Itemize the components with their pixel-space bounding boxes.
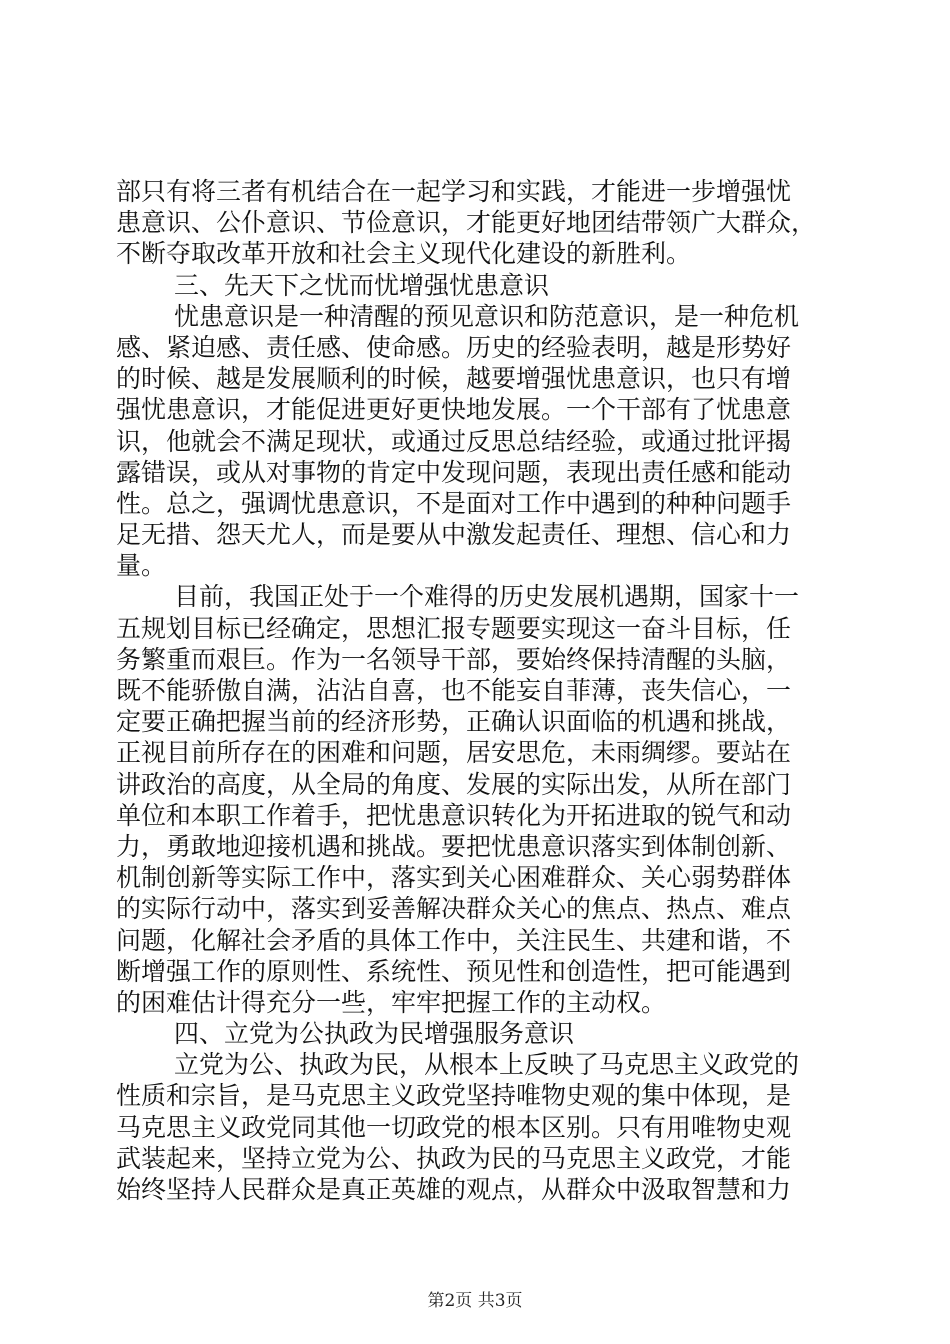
text-line: 定要正确把握当前的经济形势，正确认识面临的机遇和挑战， bbox=[116, 707, 792, 737]
document-body bbox=[116, 176, 832, 1205]
page-footer: 第2页 共3页 bbox=[427, 1291, 523, 1311]
text-line: 四、立党为公执政为民增强服务意识 bbox=[174, 1019, 575, 1049]
text-line: 足无措、怨天尤人，而是要从中激发起责任、理想、信心和力 bbox=[116, 520, 792, 550]
text-line: 量。 bbox=[116, 551, 167, 581]
text-line: 讲政治的高度，从全局的角度、发展的实际出发，从所在部门 bbox=[116, 769, 792, 799]
text-line: 识，他就会不满足现状，或通过反思总结经验，或通过批评揭 bbox=[116, 426, 792, 456]
text-line: 不断夺取改革开放和社会主义现代化建设的新胜利。 bbox=[116, 239, 692, 269]
text-line: 立党为公、执政为民，从根本上反映了马克思主义政党的 bbox=[174, 1050, 800, 1080]
text-line: 的实际行动中，落实到妥善解决群众关心的焦点、热点、难点 bbox=[116, 894, 792, 924]
text-line: 的困难估计得充分一些，牢牢把握工作的主动权。 bbox=[116, 987, 667, 1017]
text-line: 目前，我国正处于一个难得的历史发展机遇期，国家十一 bbox=[174, 582, 800, 612]
text-line: 感、紧迫感、责任感、使命感。历史的经验表明，越是形势好 bbox=[116, 332, 792, 362]
text-line: 问题，化解社会矛盾的具体工作中，关注民生、共建和谐，不 bbox=[116, 925, 792, 955]
text-line: 的时候、越是发展顺利的时候，越要增强忧患意识，也只有增 bbox=[116, 364, 792, 394]
text-line: 始终坚持人民群众是真正英雄的观点，从群众中汲取智慧和力 bbox=[116, 1175, 792, 1204]
text-line: 断增强工作的原则性、系统性、预见性和创造性，把可能遇到 bbox=[116, 956, 792, 986]
text-line: 机制创新等实际工作中，落实到关心困难群众、关心弱势群体 bbox=[116, 863, 792, 893]
text-line: 部只有将三者有机结合在一起学习和实践，才能进一步增强忧 bbox=[116, 177, 792, 206]
text-line: 单位和本职工作着手，把忧患意识转化为开拓进取的锐气和动 bbox=[116, 800, 792, 830]
text-line: 务繁重而艰巨。作为一名领导干部，要始终保持清醒的头脑， bbox=[116, 644, 792, 674]
text-line: 性质和宗旨，是马克思主义政党坚持唯物史观的集中体现，是 bbox=[116, 1081, 792, 1111]
text-line: 马克思主义政党同其他一切政党的根本区别。只有用唯物史观 bbox=[116, 1112, 792, 1142]
text-line: 正视目前所存在的困难和问题，居安思危，未雨绸缪。要站在 bbox=[116, 738, 792, 768]
text-line: 患意识、公仆意识、节俭意识，才能更好地团结带领广大群众， bbox=[116, 208, 817, 238]
text-line: 忧患意识是一种清醒的预见意识和防范意识，是一种危机 bbox=[174, 301, 800, 331]
text-line: 五规划目标已经确定，思想汇报专题要实现这一奋斗目标，任 bbox=[116, 613, 792, 643]
text-line: 既不能骄傲自满，沾沾自喜，也不能妄自菲薄，丧失信心，一 bbox=[116, 676, 792, 705]
text-line: 力，勇敢地迎接机遇和挑战。要把忧患意识落实到体制创新、 bbox=[116, 831, 792, 861]
text-line: 强忧患意识，才能促进更好更快地发展。一个干部有了忧患意 bbox=[116, 395, 792, 425]
text-line: 三、先天下之忧而忧增强忧患意识 bbox=[174, 270, 550, 300]
text-line: 露错误，或从对事物的肯定中发现问题，表现出责任感和能动 bbox=[116, 457, 792, 487]
text-line: 性。总之，强调忧患意识，不是面对工作中遇到的种种问题手 bbox=[116, 488, 792, 518]
text-line: 武装起来，坚持立党为公、执政为民的马克思主义政党，才能 bbox=[116, 1143, 792, 1173]
